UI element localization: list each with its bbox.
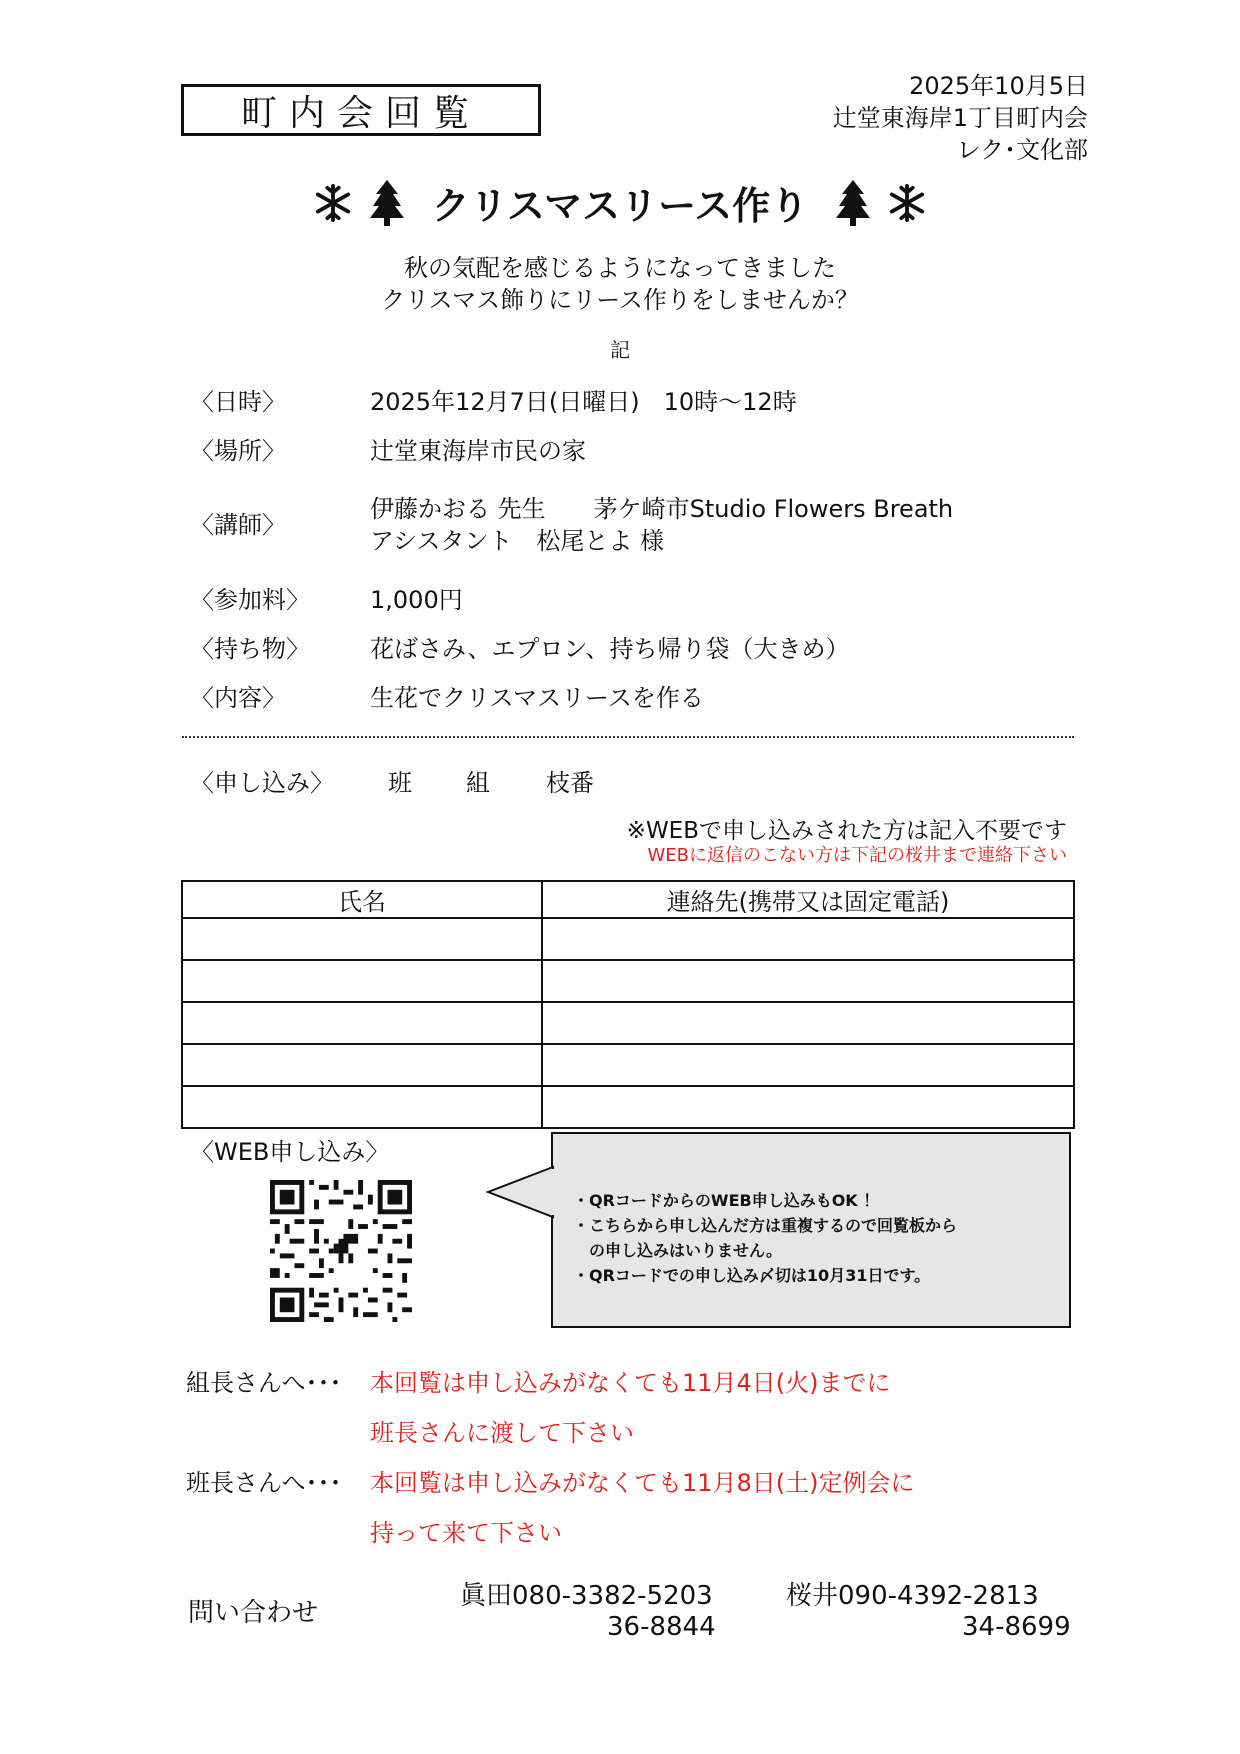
detail-value-items: 花ばさみ、エプロン、持ち帰り袋（大きめ） [370,635,850,663]
contact-cell[interactable] [542,1044,1074,1086]
contact-cell[interactable] [542,918,1074,960]
snowflake-icon [888,184,926,222]
detail-value-fee: 1,000円 [370,586,463,614]
page-title: クリスマスリース作り [431,184,809,228]
bubble-pointer [486,1165,556,1225]
name-cell[interactable] [182,918,542,960]
name-cell[interactable] [182,1086,542,1128]
contact-label: 問い合わせ [188,1598,319,1628]
han-label: 班 [388,769,412,797]
contact-person-2-tel: 34-8699 [962,1612,1071,1642]
col-header-contact: 連絡先(携帯又は固定電話) [542,881,1074,918]
han-leader-label: 班長さんへ･･･ [186,1469,342,1497]
table-row [182,1086,1074,1128]
department: レク･文化部 [956,136,1088,164]
detail-label-items: 〈持ち物〉 [190,635,310,663]
contact-cell[interactable] [542,1086,1074,1128]
detail-label-datetime: 〈日時〉 [190,388,286,416]
detail-label-content: 〈内容〉 [190,684,286,712]
table-row [182,1002,1074,1044]
web-note: ※WEBで申し込みされた方は記入不要です [626,818,1067,844]
kumi-label: 組 [466,769,490,797]
detail-value-assistant: アシスタント 松尾とよ 様 [370,527,664,555]
contact-person-2: 桜井090-4392-2813 [786,1581,1039,1611]
organization: 辻堂東海岸1丁目町内会 [832,104,1088,132]
name-cell[interactable] [182,960,542,1002]
table-row [182,960,1074,1002]
tree-icon [836,180,870,226]
edaban-label: 枝番 [546,769,594,797]
kumi-leader-line-1: 本回覧は申し込みがなくても11月4日(火)までに [370,1369,891,1397]
web-bullet: ・QRコードからのWEB申し込みもOK ！ [573,1191,880,1210]
contact-cell[interactable] [542,960,1074,1002]
web-application-label: 〈WEB申し込み〉 [190,1138,390,1166]
web-bullet: ・こちらから申し込んだ方は重複するので回覧板から [573,1216,958,1235]
han-leader-line-2: 持って来て下さい [370,1519,562,1547]
kumi-leader-label: 組長さんへ･･･ [186,1369,342,1397]
name-cell[interactable] [182,1044,542,1086]
table-header-row [182,881,1074,918]
notice-title-box [181,84,541,136]
detail-label-fee: 〈参加料〉 [190,586,310,614]
intro-line-1: 秋の気配を感じるようになってきました [404,254,836,282]
col-header-name: 氏名 [182,881,542,918]
registration-table [181,880,1075,1129]
application-label: 〈申し込み〉 [190,769,334,797]
contact-person-1: 眞田080-3382-5203 [460,1581,713,1611]
detail-value-datetime: 2025年12月7日(日曜日) 10時～12時 [370,388,797,416]
intro-line-2: クリスマス飾りにリース作りをしませんか？ [381,286,859,314]
cut-line [182,736,1074,738]
name-cell[interactable] [182,1002,542,1044]
web-bullet: ・QRコードでの申し込み〆切は10月31日です。 [573,1266,931,1285]
header-info [833,70,1088,166]
detail-value-place: 辻堂東海岸市民の家 [370,437,586,465]
contact-person-1-tel: 36-8844 [607,1612,716,1642]
detail-label-place: 〈場所〉 [190,437,286,465]
kumi-leader-line-2: 班長さんに渡して下さい [370,1419,634,1447]
snowflake-icon [314,184,352,222]
detail-label-instructor: 〈講師〉 [190,511,286,539]
han-leader-line-1: 本回覧は申し込みがなくても11月8日(土)定例会に [370,1469,915,1497]
qr-code[interactable] [270,1180,412,1322]
web-info-bubble [551,1132,1071,1328]
table-row [182,918,1074,960]
tree-icon [370,180,404,226]
web-bullet: の申し込みはいりません。 [573,1241,782,1260]
page-title-row [0,175,1240,230]
notice-title: 町内会回覧 [240,92,481,134]
table-row [182,1044,1074,1086]
contact-cell[interactable] [542,1002,1074,1044]
detail-value-instructor: 伊藤かおる 先生 茅ケ崎市Studio Flowers Breath [370,495,954,523]
ki-mark: 記 [610,338,630,362]
issue-date: 2025年10月5日 [909,72,1088,100]
web-reply-note: WEBに返信のこない方は下記の桜井まで連絡下さい [647,845,1067,866]
detail-value-content: 生花でクリスマスリースを作る [370,684,704,712]
